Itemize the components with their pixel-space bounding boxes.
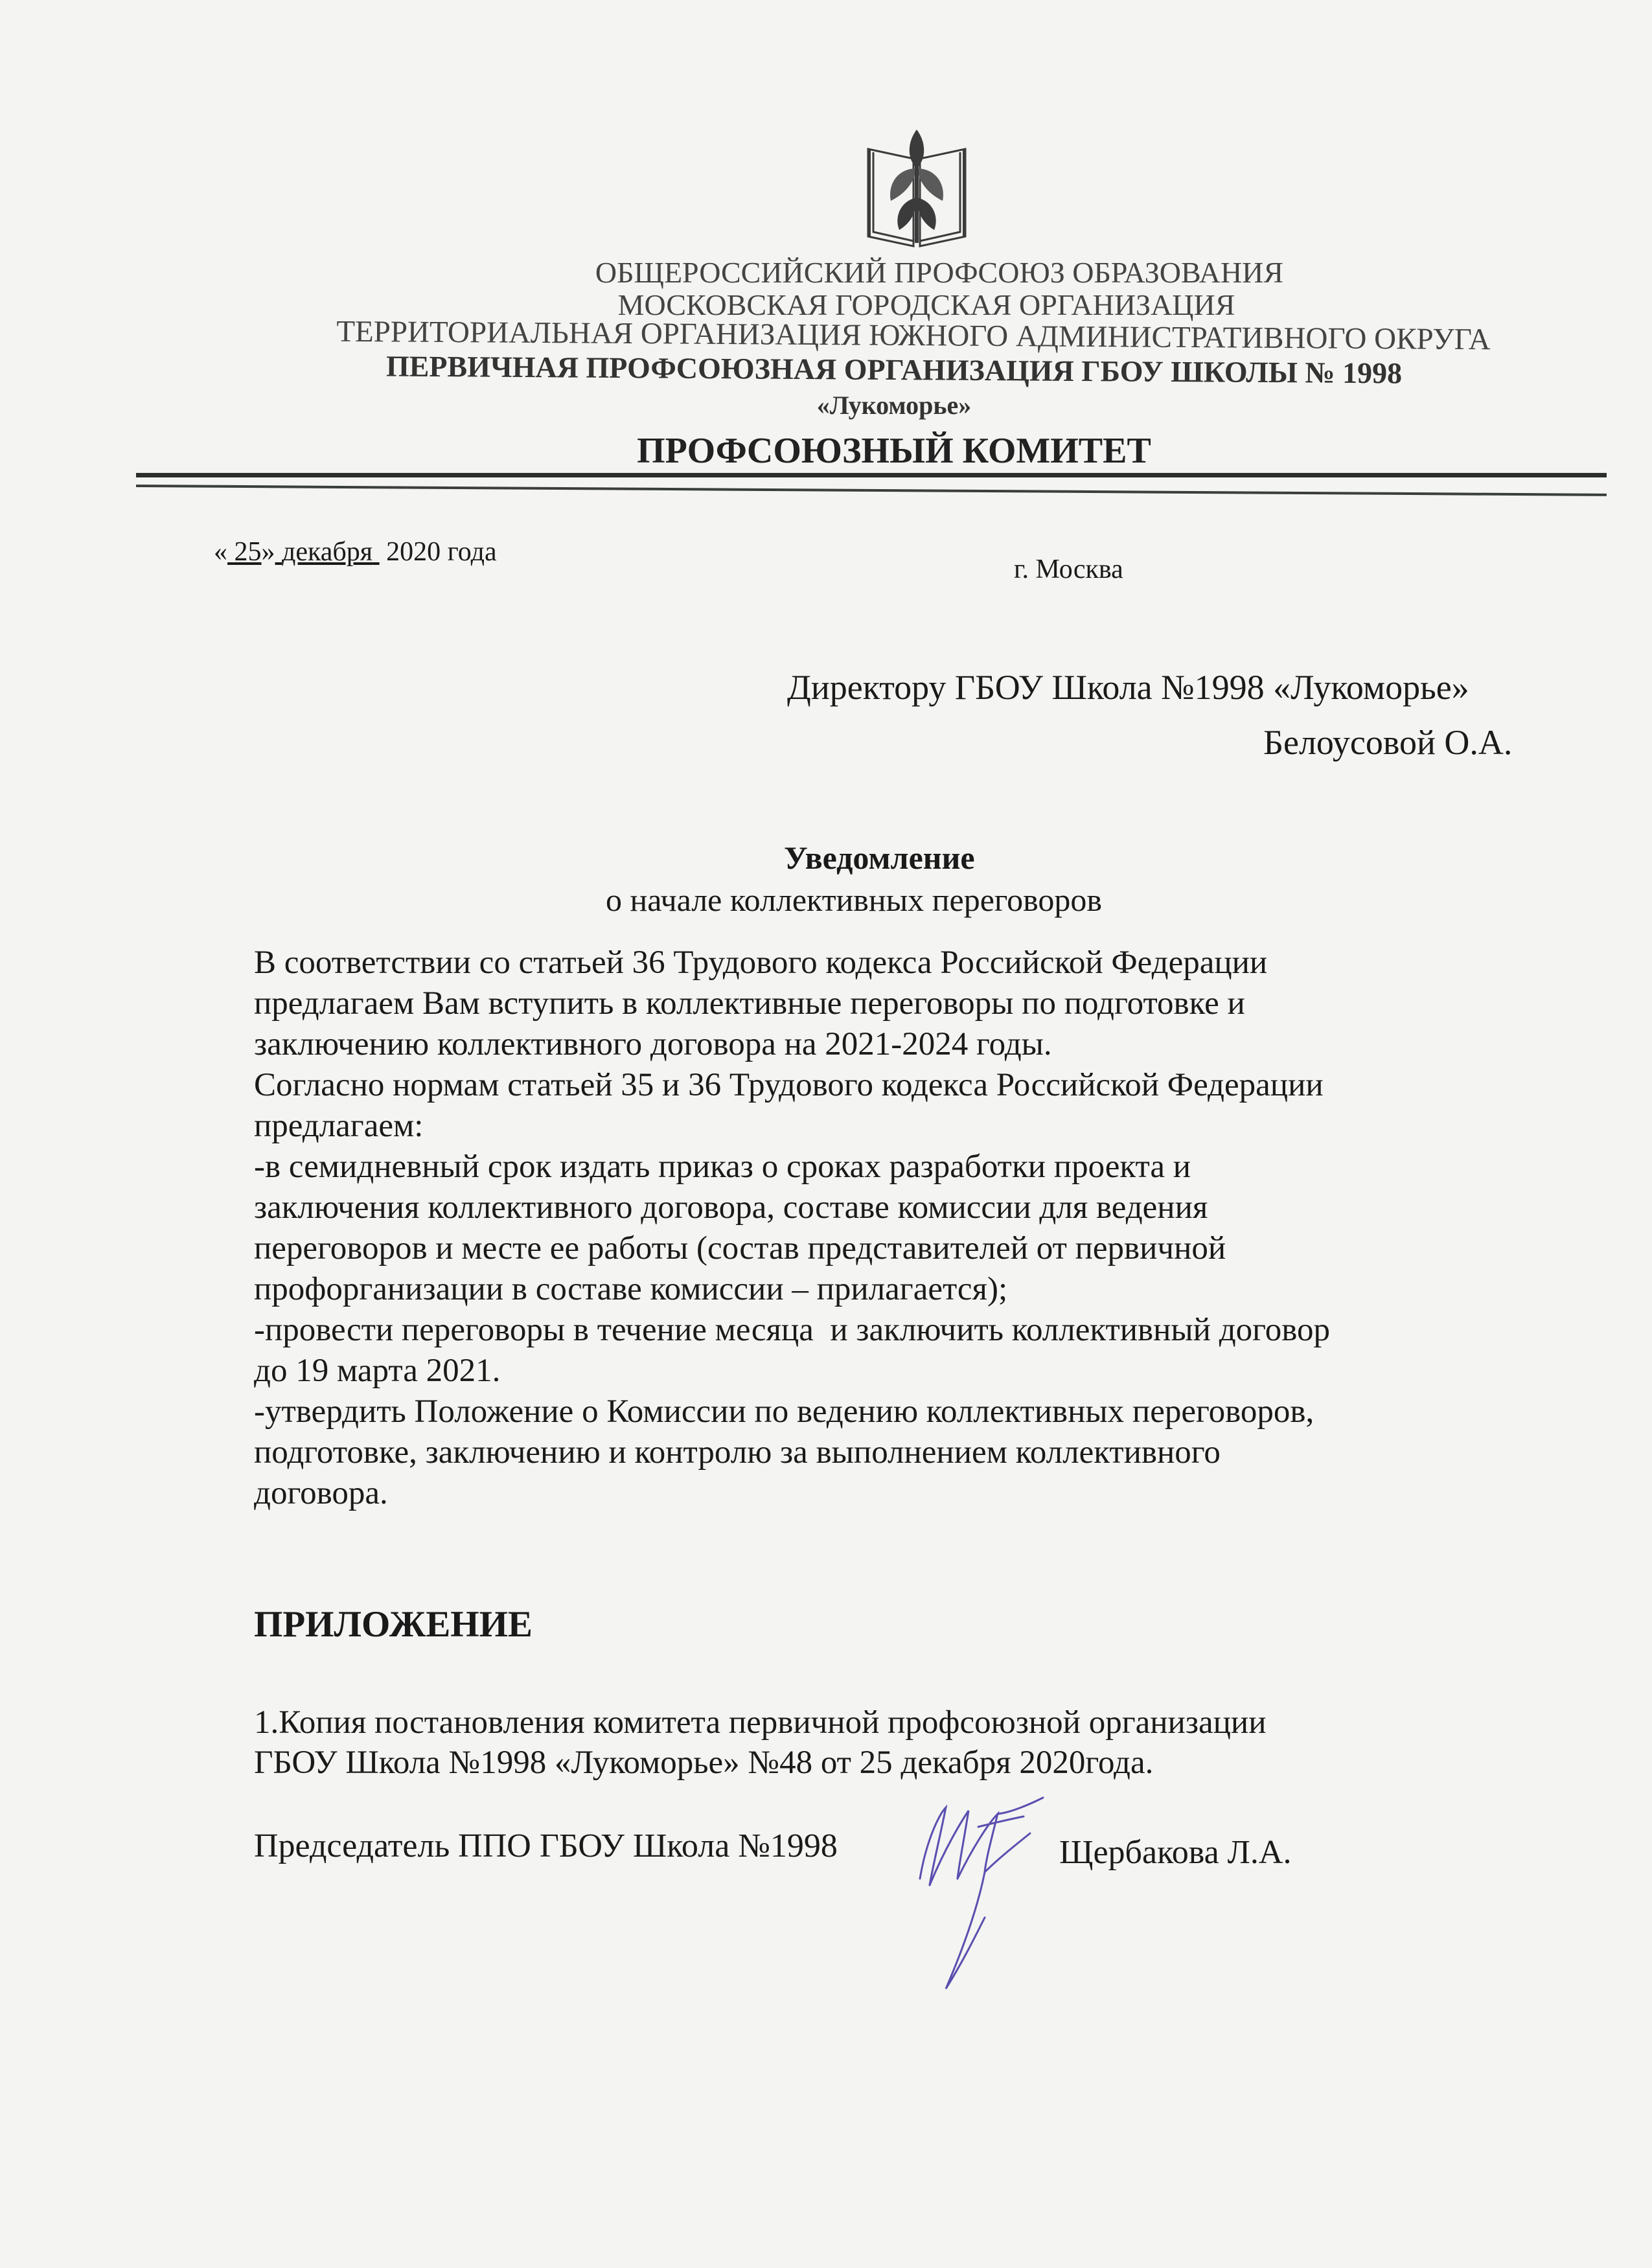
appendix-heading: ПРИЛОЖЕНИЕ [254,1604,533,1645]
date-day: 25 [234,537,262,567]
body-line: переговоров и месте ее работы (состав представителей от первичной [254,1230,1226,1266]
body-line: Согласно нормам статьей 35 и 36 Трудового кодекса Российской Федерации [254,1067,1324,1103]
header-line-5: «Лукоморье» [816,391,972,420]
document-date [214,536,497,567]
date-year: 2020 года [386,537,497,567]
addressee-position: Директору ГБОУ Школа №1998 «Лукоморье» [787,668,1469,707]
document-body [254,943,1543,1514]
body-line: предлагаем: [254,1108,424,1144]
appendix-line: 1.Копия постановления комитета первичной профсоюзной организации [254,1704,1267,1741]
signatory-position: Председатель ППО ГБОУ Школа №1998 [254,1827,838,1864]
body-line: заключения коллективного договора, составе комиссии для ведения [254,1189,1208,1226]
date-open: « [214,537,227,567]
header-line-3: ТЕРРИТОРИАЛЬНАЯ ОРГАНИЗАЦИЯ ЮЖНОГО АДМИНИСТРАТИВНОГО ОКРУГА [336,314,1491,357]
document-title: Уведомление [784,840,975,876]
appendix-line: ГБОУ Школа №1998 «Лукоморье» №48 от 25 декабря 2020года. [254,1745,1154,1781]
document-city: г. Москва [1014,555,1123,584]
date-month: декабря [282,537,373,567]
addressee-name: Белоусовой О.А. [1263,723,1513,762]
header-line-1: ОБЩЕРОССИЙСКИЙ ПРОФСОЮЗ ОБРАЗОВАНИЯ [595,256,1284,289]
body-line: заключению коллективного договора на 2021-2024 годы. [254,1026,1052,1062]
body-line: -утвердить Положение о Комиссии по ведению коллективных переговоров, [254,1393,1314,1430]
body-line: подготовке, заключению и контролю за выполнением коллективного [254,1434,1221,1471]
body-line: -в семидневный срок издать приказ о сроках разработки проекта и [254,1149,1191,1185]
body-line: предлагаем Вам вступить в коллективные переговоры по подготовке и [254,985,1245,1022]
header-rule-thick [136,473,1607,477]
appendix-list [254,1702,1543,1783]
body-line: профорганизации в составе комиссии – прилагается); [254,1271,1008,1307]
body-line: В соответствии со статьей 36 Трудового кодекса Российской Федерации [254,945,1268,981]
header-rule-thin [136,485,1607,496]
body-line: договора. [254,1475,388,1511]
header-line-2: МОСКОВСКАЯ ГОРОДСКАЯ ОРГАНИЗАЦИЯ [617,288,1235,321]
date-mid: » [261,537,275,567]
document-subtitle: о начале коллективных переговоров [606,882,1103,918]
handwritten-signature-icon [901,1788,1056,2002]
signatory-name: Щербакова Л.А. [1059,1834,1292,1871]
committee-title: ПРОФСОЮЗНЫЙ КОМИТЕТ [637,431,1151,471]
union-logo-icon [862,123,972,253]
header-line-4: ПЕРВИЧНАЯ ПРОФСОЮЗНАЯ ОРГАНИЗАЦИЯ ГБОУ ШКОЛЫ № 1998 [385,349,1403,390]
body-line: до 19 марта 2021. [254,1353,501,1389]
body-line: -провести переговоры в течение месяца и заключить коллективный договор [254,1312,1331,1348]
